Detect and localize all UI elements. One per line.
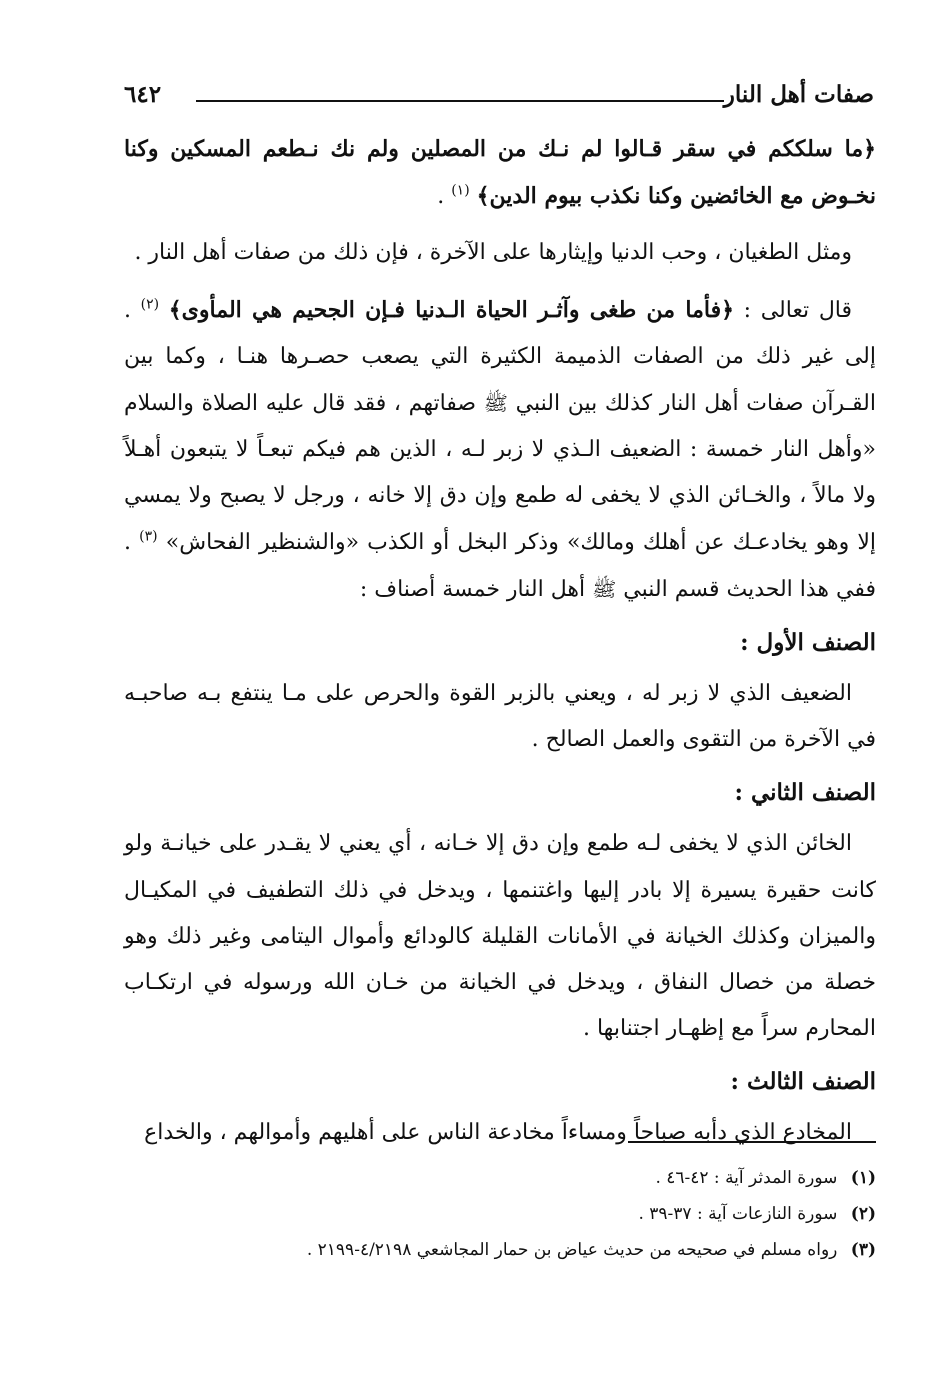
- quran-quote: ﴿ما سلككم في سقر قـالوا لم نـك من المصلين ولم نك نـطعم المسكين وكنا نخـوض مع الخائضين وكنا نكذب بيوم الدين﴾: [124, 136, 876, 210]
- paragraph-text: . إلى غير ذلك من الصفات الذميمة الكثيرة التي يصعب حصـرها هنـا ، وكما بين القـرآن صفات أهل النار كذلك بين النبي: [124, 297, 876, 417]
- footnote-ref-2: (٢): [140, 296, 160, 313]
- paragraph-text: صفاتهم ، فقد قال عليه الصلاة والسلام «وأهل النار خمسة : الضعيف الـذي لا زبر لـه ، الذين هم فيكم تبعـاً لا يتبعون أهـلاً ولا مالاً ، والخـائن الذي لا يخفى له طمع وإن دق إلا خانه ، ورجل لا يصبح ولا يمسي إلا وهو يخادعـك عن أهلك ومالك» وذكر البخل أو الكذب «والشنظير الفحاش»: [124, 391, 877, 555]
- header-rule: [196, 100, 724, 102]
- section-text: الخائن الذي لا يخفى لـه طمع وإن دق إلا خـانه ، أي يعني لا يقـدر على خيانـة ولو كانت حقيرة يسيرة إلا بادر إليها واغتنمها ، ويدخل في ذلك التطفيف في المكيـال والميزان وكذلك الخيانة في الأمانات القليلة كالودائع وأموال اليتامى وغير ذلك وهو خصلة من خصال النفاق ، ويدخل في الخيانة من خـان الله ورسوله في ارتكـاب المحارم سراً مع إظهـار اجتنابها .: [124, 831, 876, 1042]
- page-number: ٦٤٢: [124, 81, 162, 108]
- main-text: [124, 126, 876, 1167]
- footnote-ref-1: (١): [451, 182, 470, 199]
- paragraph-text: أهل النار خمسة أصناف :: [359, 576, 586, 602]
- running-header: [124, 80, 874, 114]
- footnote-text: سورة المدثر آية : ٤٢-٤٦ .: [655, 1168, 838, 1188]
- footnote: [124, 1196, 876, 1232]
- paragraph-quran-1: [124, 126, 876, 220]
- footnote-text: سورة النازعات آية : ٣٧-٣٩ .: [638, 1204, 838, 1224]
- section-heading: الصنف الثالث :: [730, 1068, 876, 1096]
- footnote-number: (١): [850, 1168, 876, 1188]
- footnote: [124, 1232, 876, 1268]
- footnote: [124, 1160, 876, 1196]
- section-text: الضعيف الذي لا زبر له ، ويعني بالزبر القوة والحرص على مـا ينتفع بـه صاحبـه في الآخرة من التقوى والعمل الصالح .: [124, 681, 876, 753]
- footnote-text: رواه مسلم في صحيحه من حديث عياض بن حمار المجاشعي ٤/٢١٩٨-٢١٩٩ .: [306, 1240, 838, 1260]
- quran-quote: ﴿فأما من طغى وآثـر الحياة الـدنيا فـإن الجحيم هي المأوى﴾: [168, 296, 734, 323]
- footnote-separator: [628, 1141, 876, 1143]
- salawat-glyph: ﷺ: [592, 576, 617, 601]
- paragraph-tughyan: ومثل الطغيان ، وحب الدنيا وإيثارها على الآخرة ، فإن ذلك من صفات أهل النار .: [134, 240, 852, 266]
- section-text: المخادع الذي دأبه صباحاً ومساءاً مخادعة الناس على أهليهم وأموالهم ، والخداع: [144, 1120, 852, 1146]
- paragraph-hadith: [124, 287, 876, 613]
- salawat-glyph: ﷺ: [483, 391, 508, 416]
- chapter-title: صفات أهل النار: [723, 81, 874, 108]
- paragraph-text: . ففي هذا الحديث قسم النبي: [124, 529, 876, 602]
- section-heading: الصنف الثاني :: [734, 779, 876, 807]
- footnote-number: (٣): [850, 1240, 876, 1260]
- footnote-number: (٢): [850, 1204, 876, 1224]
- quote-lead: قال تعالى :: [743, 297, 853, 323]
- sentence-end: .: [437, 184, 445, 210]
- footnote-ref-3: (٣): [139, 528, 158, 545]
- section-heading: الصنف الأول :: [740, 629, 876, 657]
- footnotes: [124, 1160, 876, 1268]
